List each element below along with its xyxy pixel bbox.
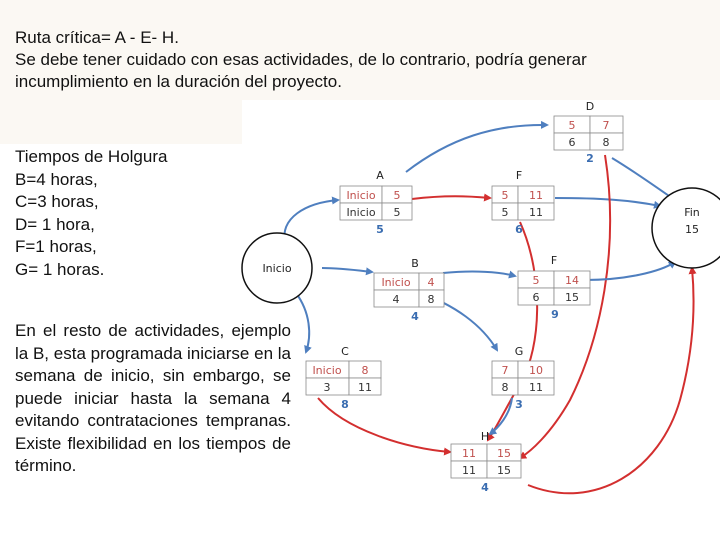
edge-b-f2 [443,272,515,276]
activity-b [374,257,444,323]
slack-item-d: D= 1 hora, [15,214,95,234]
edge-d-fin [612,158,675,200]
warning-line-1: Se debe tener cuidado con esas actividades, de lo contrario, podría generar [15,50,587,69]
activity-h-ls: 11 [462,464,476,477]
activity-f-lower-ef: 14 [565,274,579,287]
activity-b-es: Inicio [381,276,411,289]
activity-a-duration: 5 [376,223,384,236]
activity-d-lf: 8 [602,136,610,149]
activity-g [492,345,554,411]
activity-h-es: 11 [462,447,476,460]
activity-f-upper-name: F [515,169,523,182]
slack-item-g: G= 1 horas. [15,259,105,279]
activity-c-ls: 3 [323,381,331,394]
activity-f-lower-name: F [550,254,558,267]
activity-d-name: D [585,100,595,113]
slack-item-f: F=1 horas, [15,237,97,256]
activity-b-name: B [411,257,419,270]
edge-c-h [318,398,450,452]
activity-d-es: 5 [568,119,576,132]
activity-a-es: Inicio [346,189,376,202]
activity-g-lf: 11 [529,381,543,394]
edge-a-f [412,196,490,199]
activity-d-ls: 6 [568,136,576,149]
activity-h-duration: 4 [481,481,489,494]
activity-c-ef: 8 [361,364,369,377]
activity-g-ls: 8 [501,381,509,394]
activity-b-ef: 4 [427,276,435,289]
slack-item-c: C=3 horas, [15,192,99,211]
activity-d [554,100,623,165]
start-node [242,233,312,303]
activity-g-es: 7 [501,364,509,377]
activity-c-name: C [341,345,349,358]
activity-f-upper-es: 5 [501,189,509,202]
activity-b-ls: 4 [392,293,400,306]
activity-f-upper-ef: 11 [529,189,543,202]
slack-item-b: B=4 horas, [15,169,98,189]
activity-b-duration: 4 [411,310,419,323]
activity-f-lower-duration: 9 [551,308,559,321]
edge-inicio-c [296,293,309,352]
edge-f-fin [555,198,660,206]
activity-f-upper-ls: 5 [501,206,509,219]
activity-g-name: G [514,345,524,358]
activity-h-ef: 15 [497,447,511,460]
activity-a-name: A [376,169,384,182]
activity-f-lower-ls: 6 [532,291,540,304]
activity-d-duration: 2 [586,152,594,165]
end-node-label: Fin [684,206,700,219]
edge-inicio-b [322,268,372,272]
activity-h-lf: 15 [497,464,511,477]
end-node-value: 15 [685,223,699,236]
activity-g-duration: 3 [515,398,523,411]
slack-title: Tiempos de Holgura [15,147,168,166]
activity-h [451,430,521,494]
activity-g-ef: 10 [529,364,543,377]
activity-a-ef: 5 [393,189,401,202]
end-node [652,188,720,268]
activity-c [306,345,381,411]
activity-f-lower-es: 5 [532,274,540,287]
activity-f-lower-lf: 15 [565,291,579,304]
warning-line-2: incumplimiento en la duración del proyecto. [15,72,342,91]
start-node-label: Inicio [262,262,292,275]
activity-h-name: H [480,430,490,443]
critical-path-line: Ruta crítica= A - E- H. [15,28,179,47]
activity-c-lf: 11 [358,381,372,394]
activity-a-lf: 5 [393,206,401,219]
activity-c-es: Inicio [312,364,342,377]
activity-a [340,169,412,236]
edge-f-h [488,222,537,440]
explanation-paragraph: En el resto de actividades, ejemplo la B, esta programada iniciarse en la semana de inicio, sin embargo, se puede iniciar hasta la semana 4 evitando contrataciones tempranas. Existe flexibilidad en los tiempos de término. [15,321,291,475]
edge-f2-fin [585,262,675,280]
activity-f-upper-lf: 11 [529,206,543,219]
activity-c-duration: 8 [341,398,349,411]
activity-a-ls: Inicio [346,206,376,219]
activity-f-upper-duration: 6 [515,223,523,236]
activity-f-upper [492,169,554,236]
edge-a-d [406,125,547,172]
activity-f-lower [518,254,590,321]
activity-d-ef: 7 [602,119,610,132]
activity-b-lf: 8 [427,293,435,306]
